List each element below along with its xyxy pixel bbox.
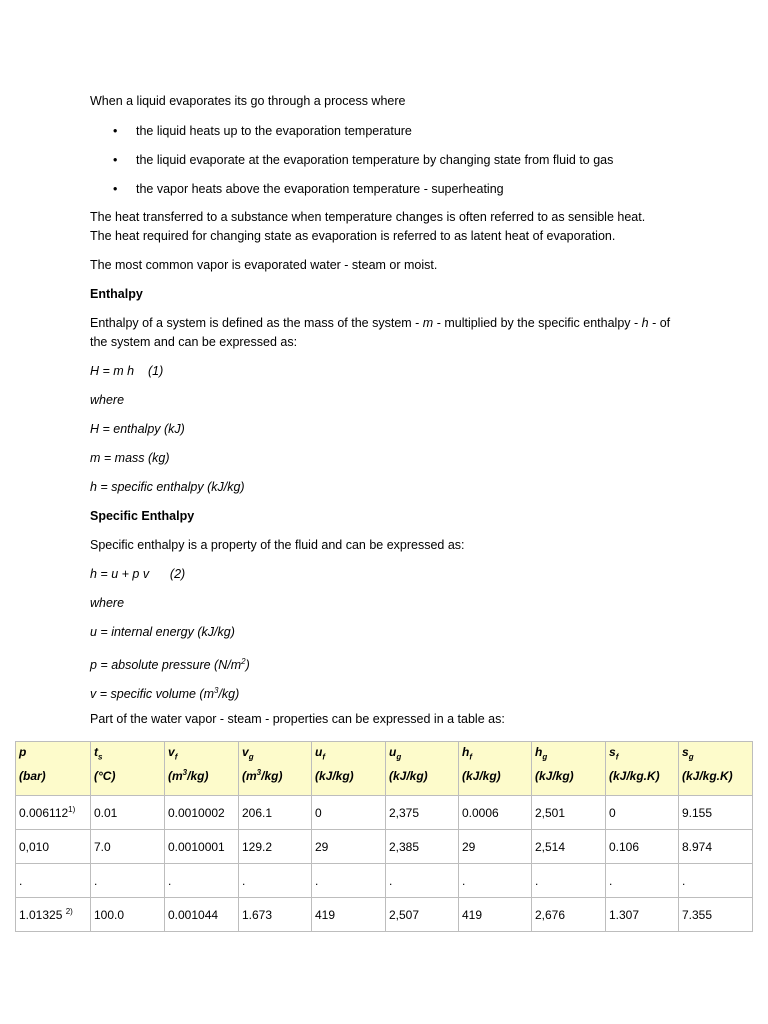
header-unit: (bar) <box>19 769 46 784</box>
header-cell <box>532 742 606 796</box>
specific-enthalpy-variable: h = specific enthalpy (kJ/kg) <box>90 480 245 494</box>
header-unit: (m <box>168 769 183 784</box>
where-label: where <box>90 596 125 610</box>
table-cell: 2,507 <box>386 898 459 932</box>
table-cell: . <box>91 864 165 898</box>
table-cell: . <box>606 864 679 898</box>
table-cell: 0 <box>312 796 386 830</box>
header-symbol: v <box>242 745 249 759</box>
pressure-value: 0.006112 <box>19 806 69 820</box>
table-cell: . <box>679 864 753 898</box>
header-symbol: u <box>389 745 397 759</box>
steam-properties-table <box>15 741 753 932</box>
header-cell <box>239 742 312 796</box>
header-unit-end: /kg) <box>261 769 283 784</box>
table-cell: 0 <box>606 796 679 830</box>
header-unit-end: /kg) <box>187 769 209 784</box>
pressure-cell <box>16 830 91 864</box>
enthalpy-definition <box>90 314 670 333</box>
exponent: 2 <box>241 657 246 666</box>
table-cell: 1.307 <box>606 898 679 932</box>
common-vapor-text: The most common vapor is evaporated water - steam or moist. <box>90 258 438 272</box>
table-cell: . <box>165 864 239 898</box>
table-cell: 7.0 <box>91 830 165 864</box>
header-unit: (°C) <box>94 769 116 784</box>
definition-text: - of <box>648 316 671 330</box>
table-cell: . <box>459 864 532 898</box>
mass-symbol: m <box>422 316 434 330</box>
pressure-value: . <box>19 873 23 888</box>
table-row <box>16 898 753 932</box>
header-cell <box>679 742 753 796</box>
table-cell: 2,676 <box>532 898 606 932</box>
table-cell: 419 <box>459 898 532 932</box>
table-cell: 29 <box>459 830 532 864</box>
bullet-item: the vapor heats above the evaporation temperature - superheating <box>136 182 504 196</box>
header-unit: (kJ/kg.K) <box>609 769 660 784</box>
volume-text-end: /kg) <box>218 687 240 702</box>
bullet-item: the liquid heats up to the evaporation temperature <box>136 124 412 138</box>
table-cell: 2,375 <box>386 796 459 830</box>
table-cell: 419 <box>312 898 386 932</box>
specific-enthalpy-heading: Specific Enthalpy <box>90 509 195 523</box>
table-cell: 2,514 <box>532 830 606 864</box>
table-row <box>16 830 753 864</box>
exponent: 3 <box>214 686 219 695</box>
footnote-marker: 1) <box>68 805 76 814</box>
definition-text: - multiplied by the specific enthalpy - <box>433 316 642 330</box>
specific-enthalpy-definition: Specific enthalpy is a property of the fluid and can be expressed as: <box>90 538 465 552</box>
table-cell: 0.0010002 <box>165 796 239 830</box>
bullet-marker: • <box>113 182 118 196</box>
enthalpy-variable: H = enthalpy (kJ) <box>90 422 185 436</box>
table-cell: . <box>312 864 386 898</box>
table-cell: . <box>532 864 606 898</box>
header-symbol: v <box>168 745 175 759</box>
table-cell: 0.001044 <box>165 898 239 932</box>
header-cell <box>165 742 239 796</box>
table-cell: 7.355 <box>679 898 753 932</box>
table-cell: 100.0 <box>91 898 165 932</box>
table-cell: 129.2 <box>239 830 312 864</box>
header-subscript: g <box>688 752 694 762</box>
definition-text: Enthalpy of a system is defined as the mass of the system - <box>90 316 423 330</box>
specific-enthalpy-symbol: h <box>641 316 649 330</box>
table-cell: 8.974 <box>679 830 753 864</box>
header-symbol: s <box>682 745 689 759</box>
volume-text: v = specific volume (m <box>90 687 214 702</box>
header-cell <box>312 742 386 796</box>
header-subscript: g <box>396 752 402 762</box>
header-symbol: t <box>94 745 98 759</box>
header-unit-exponent: 3 <box>182 768 188 778</box>
header-cell <box>606 742 679 796</box>
pressure-cell <box>16 864 91 898</box>
specific-enthalpy-equation: h = u + p v (2) <box>90 567 186 581</box>
pressure-text-end: ) <box>245 658 250 673</box>
header-unit-exponent: 3 <box>256 768 262 778</box>
table-cell: 0.0006 <box>459 796 532 830</box>
header-symbol: p <box>19 745 27 759</box>
enthalpy-definition-line2: the system and can be expressed as: <box>90 335 298 349</box>
header-subscript: g <box>248 752 254 762</box>
header-subscript: s <box>98 752 103 762</box>
pressure-variable <box>90 652 250 675</box>
sensible-heat-text: The heat transferred to a substance when temperature changes is often referred to as sensible heat. <box>90 210 646 224</box>
header-symbol: s <box>609 745 616 759</box>
intro-text: When a liquid evaporates its go through a process where <box>90 94 406 108</box>
header-symbol: h <box>535 745 543 759</box>
table-row <box>16 796 753 830</box>
header-unit: (kJ/kg.K) <box>682 769 733 784</box>
header-symbol: h <box>462 745 470 759</box>
table-cell: 1.673 <box>239 898 312 932</box>
footnote-marker: 2) <box>65 907 73 916</box>
enthalpy-heading: Enthalpy <box>90 287 143 301</box>
internal-energy-variable: u = internal energy (kJ/kg) <box>90 625 235 639</box>
table-cell: 9.155 <box>679 796 753 830</box>
table-cell: 0.106 <box>606 830 679 864</box>
where-label: where <box>90 393 125 407</box>
volume-variable <box>90 681 239 704</box>
header-unit: (kJ/kg) <box>462 769 501 784</box>
table-intro: Part of the water vapor - steam - properties can be expressed in a table as: <box>90 712 505 726</box>
pressure-text: p = absolute pressure (N/m <box>90 658 242 673</box>
header-cell <box>459 742 532 796</box>
pressure-cell <box>16 796 91 830</box>
table-cell: . <box>239 864 312 898</box>
table-cell: 206.1 <box>239 796 312 830</box>
bullet-marker: • <box>113 153 118 167</box>
bullet-item: the liquid evaporate at the evaporation temperature by changing state from fluid to gas <box>136 153 614 167</box>
header-unit: (m <box>242 769 257 784</box>
header-subscript: f <box>174 752 178 762</box>
header-unit: (kJ/kg) <box>315 769 354 784</box>
header-symbol: u <box>315 745 323 759</box>
pressure-cell <box>16 898 91 932</box>
header-subscript: f <box>469 752 473 762</box>
mass-variable: m = mass (kg) <box>90 451 170 465</box>
pressure-value: 1.01325 <box>19 908 66 922</box>
header-cell <box>386 742 459 796</box>
table-header-row <box>16 742 753 796</box>
enthalpy-equation: H = m h (1) <box>90 364 164 378</box>
table-cell: 2,501 <box>532 796 606 830</box>
header-subscript: f <box>322 752 326 762</box>
header-subscript: f <box>615 752 619 762</box>
header-cell <box>16 742 91 796</box>
table-cell: 2,385 <box>386 830 459 864</box>
header-unit: (kJ/kg) <box>535 769 574 784</box>
header-cell <box>91 742 165 796</box>
table-row <box>16 864 753 898</box>
latent-heat-text: The heat required for changing state as evaporation is referred to as latent heat of evaporation. <box>90 229 616 243</box>
table-cell: 29 <box>312 830 386 864</box>
header-unit: (kJ/kg) <box>389 769 428 784</box>
table-cell: 0.01 <box>91 796 165 830</box>
pressure-value: 0,010 <box>19 839 50 854</box>
header-subscript: g <box>542 752 548 762</box>
table-cell: 0.0010001 <box>165 830 239 864</box>
table-cell: . <box>386 864 459 898</box>
bullet-marker: • <box>113 124 118 138</box>
